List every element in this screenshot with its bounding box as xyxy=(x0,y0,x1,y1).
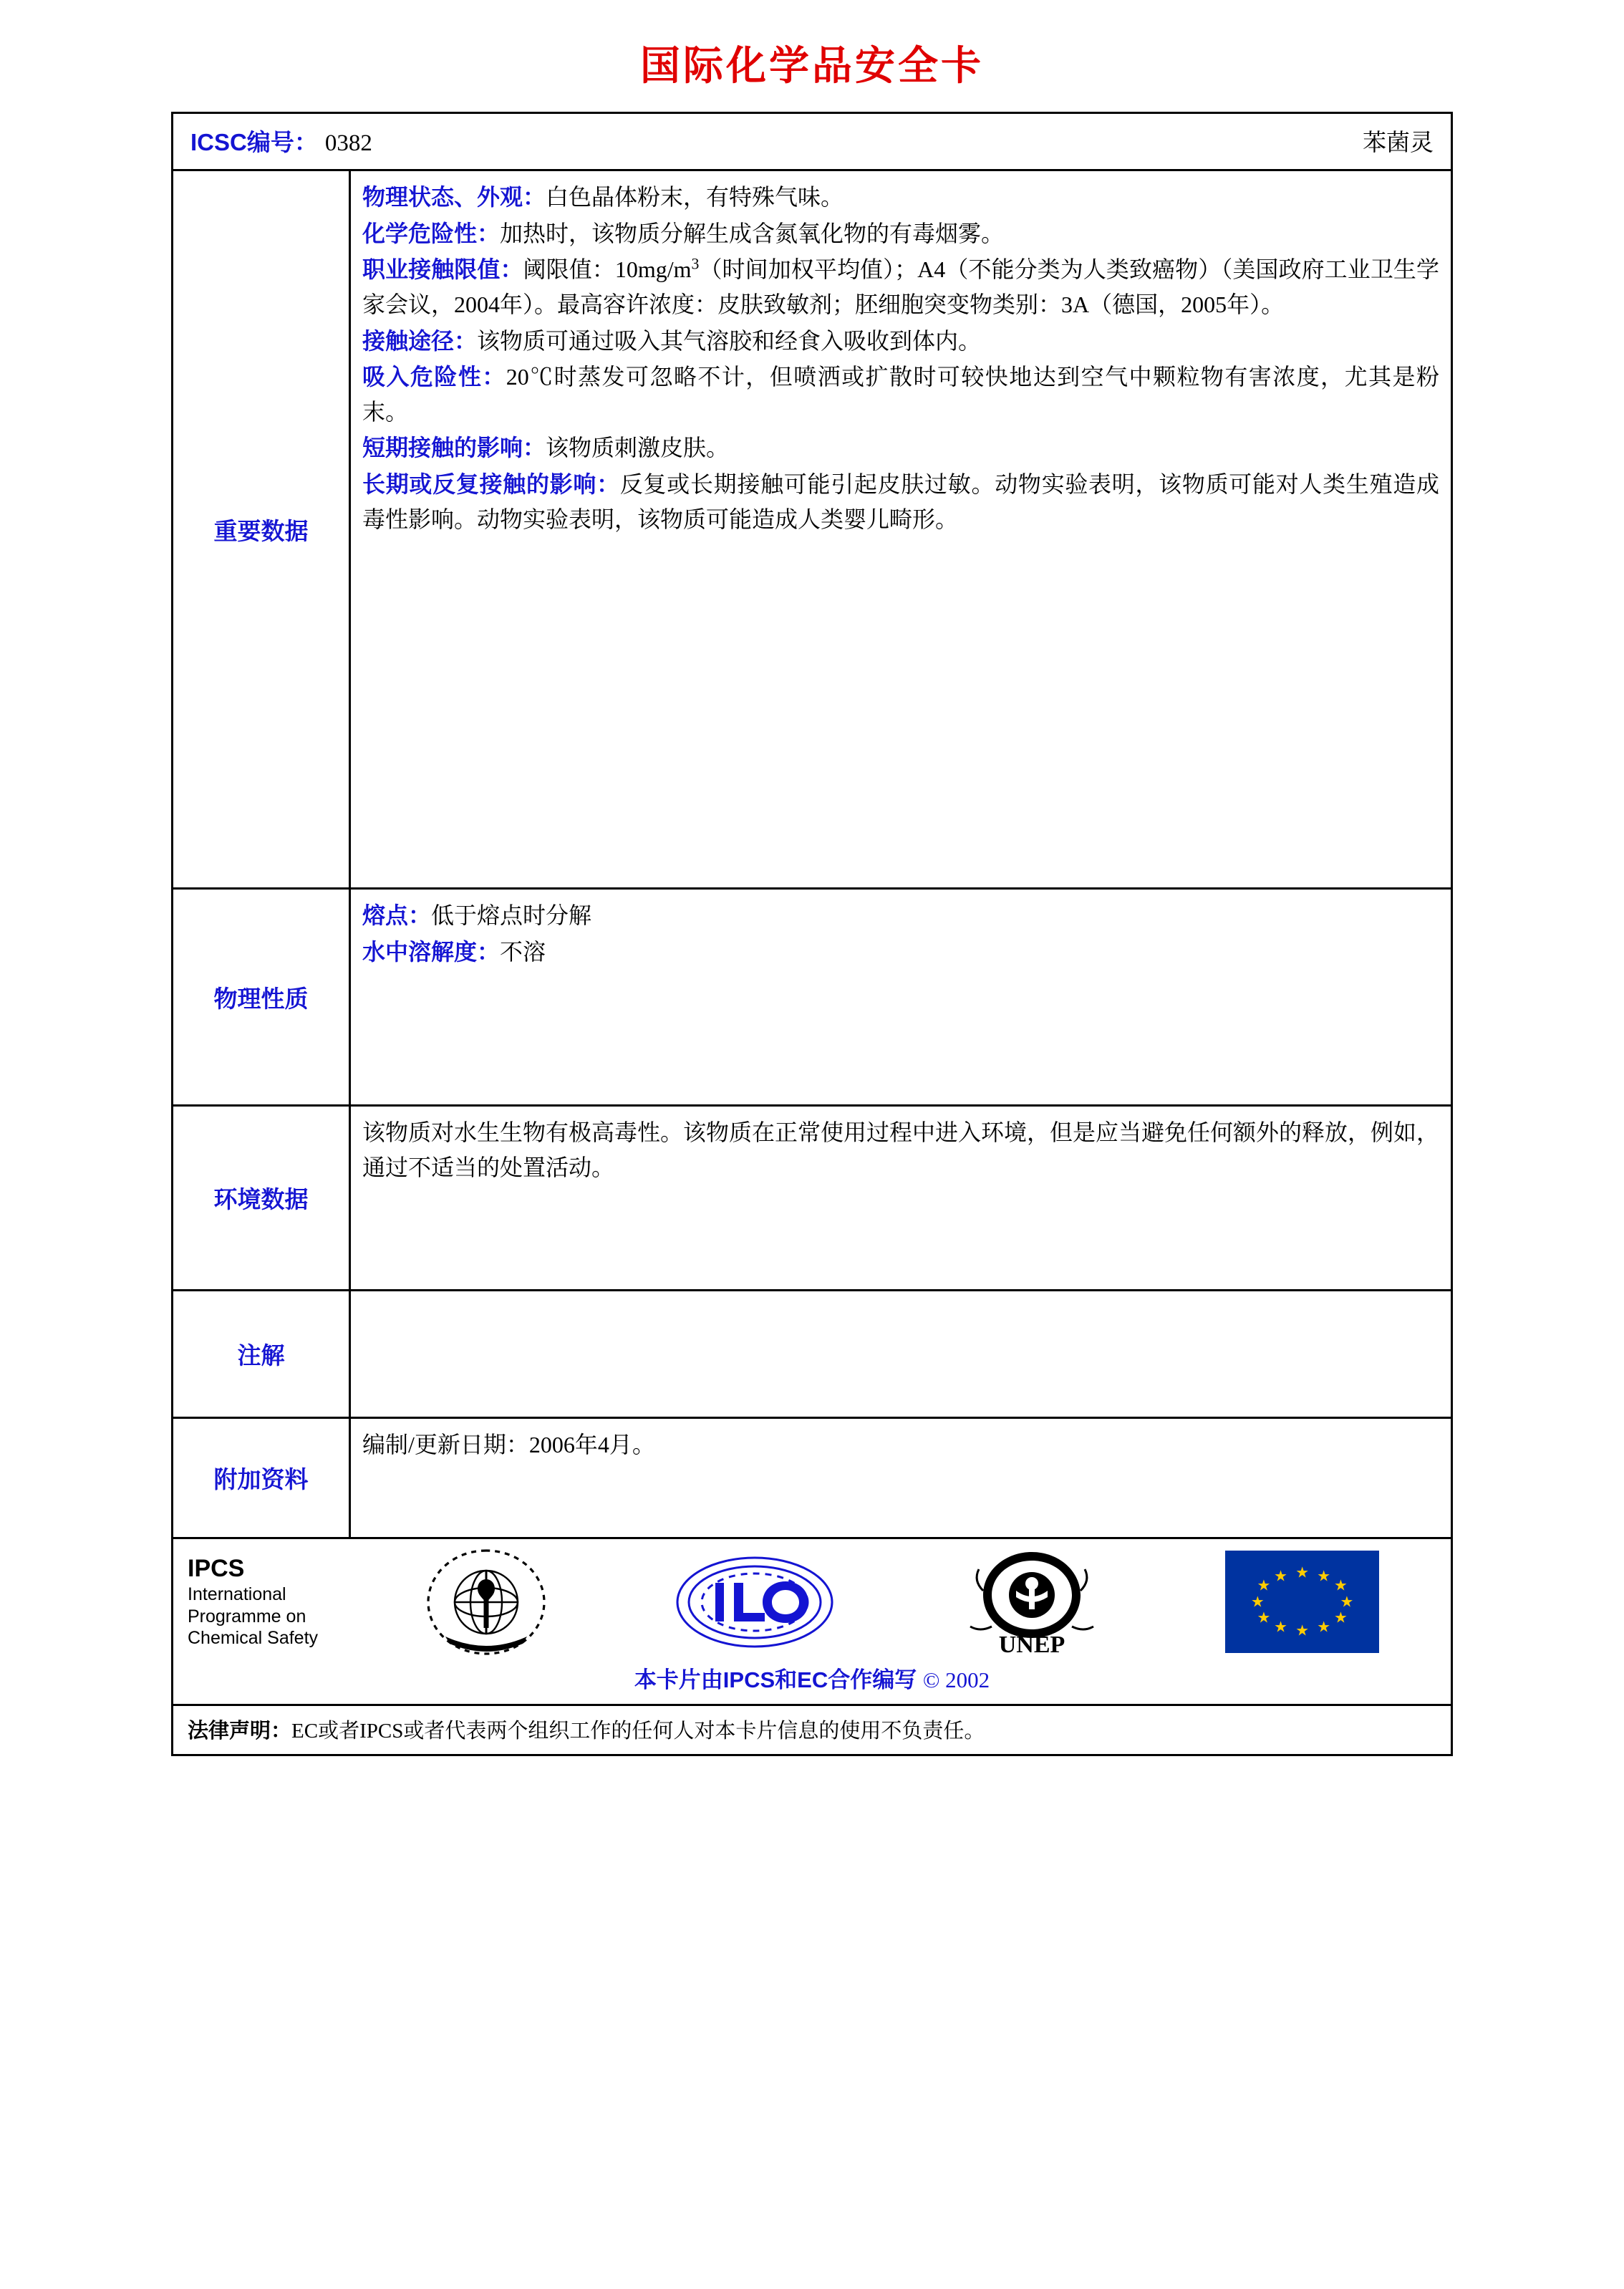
footer-logos-row xyxy=(173,1539,1451,1660)
page-title: 国际化学品安全卡 xyxy=(640,43,984,88)
document-page xyxy=(0,34,1624,1756)
important-item-0-label: 物理状态、外观： xyxy=(362,184,546,210)
ipcs-sub-line3: Chemical Safety xyxy=(188,1628,319,1649)
ipcs-sub-line2: Programme on xyxy=(188,1606,306,1627)
card-footer xyxy=(173,1539,1451,1706)
important-item-2-label: 职业接触限值： xyxy=(362,256,523,283)
icsc-number-value: 0382 xyxy=(324,130,372,156)
important-item-2 xyxy=(362,252,1439,322)
logo-group xyxy=(367,1546,1436,1657)
icsc-number-group xyxy=(190,124,372,158)
section-label-notes: 注解 xyxy=(173,1291,351,1417)
important-item-2-text: 阈限值：$10mg/m^3$（时间加权平均值）；A4（不能分类为人类致癌物）（美国政府工业卫生学家会议，2004年）。最高容许浓度：皮肤致敏剂；胚细胞突变物类别：3A（德国，2005年）。 xyxy=(362,255,1439,317)
important-item-4-text: 20℃时蒸发可忽略不计，但喷洒或扩散时可较快地达到空气中颗粒物有害浓度，尤其是粉末。 xyxy=(362,364,1439,425)
section-body-important-data xyxy=(351,171,1451,887)
eu-flag xyxy=(1225,1551,1379,1653)
important-item-6-text: 反复或长期接触可能引起皮肤过敏。动物实验表明，该物质可能对人类生殖造成毒性影响。动物实验表明，该物质可能造成人类婴儿畸形。 xyxy=(362,471,1439,532)
section-physical-properties xyxy=(173,890,1451,1107)
ipcs-sub-line1: International xyxy=(188,1584,286,1605)
section-important-data xyxy=(173,171,1451,890)
important-item-5-text: 该物质刺激皮肤。 xyxy=(546,435,730,461)
important-item-6-label: 长期或反复接触的影响： xyxy=(362,471,620,497)
important-item-0-text: 白色晶体粉末，有特殊气味。 xyxy=(546,184,844,210)
section-additional-info xyxy=(173,1419,1451,1539)
unep-text: UNEP xyxy=(999,1632,1065,1657)
footer-copyright: © 2002 xyxy=(922,1667,990,1692)
section-environmental-data xyxy=(173,1107,1451,1291)
ipcs-block xyxy=(188,1554,367,1649)
section-body-notes xyxy=(351,1291,1451,1417)
physical-item-1-text: 不溶 xyxy=(500,938,546,965)
important-item-4-label: 吸入危险性： xyxy=(362,364,506,390)
important-item-0 xyxy=(362,180,1439,215)
footer-credit xyxy=(173,1660,1451,1704)
who-logo xyxy=(424,1546,549,1657)
section-label-physical-properties: 物理性质 xyxy=(173,890,351,1104)
important-item-3-text: 该物质可通过吸入其气溶胶和经食入吸收到体内。 xyxy=(477,327,982,354)
important-item-1 xyxy=(362,216,1439,251)
substance-name: 苯菌灵 xyxy=(1363,130,1434,156)
physical-item-1-label: 水中溶解度： xyxy=(362,938,501,965)
physical-item-1 xyxy=(362,935,1439,970)
icsc-card xyxy=(171,112,1453,1756)
legal-label: 法律声明： xyxy=(188,1720,292,1743)
important-item-6 xyxy=(362,467,1439,536)
section-label-environmental-data: 环境数据 xyxy=(173,1107,351,1289)
important-item-3-label: 接触途径： xyxy=(362,327,478,354)
ilo-logo xyxy=(671,1548,839,1656)
icsc-number-label: ICSC编号： xyxy=(190,129,318,155)
important-item-4 xyxy=(362,360,1439,429)
important-item-5-label: 短期接触的影响： xyxy=(362,435,546,461)
physical-item-0 xyxy=(362,898,1439,933)
unep-logo xyxy=(960,1546,1103,1657)
section-label-additional-info: 附加资料 xyxy=(173,1419,351,1537)
section-notes xyxy=(173,1291,1451,1419)
important-item-1-text: 加热时，该物质分解生成含氮氧化物的有毒烟雾。 xyxy=(500,220,1005,246)
ipcs-title: IPCS xyxy=(188,1555,245,1583)
legal-disclaimer xyxy=(173,1706,1451,1754)
eu-flag-field: ★ ★ ★ ★ ★ ★ ★ ★ ★ ★ ★ ★ xyxy=(1225,1551,1379,1653)
section-body-additional-info: 编制/更新日期：2006年4月。 xyxy=(362,1432,655,1457)
section-body-physical-properties xyxy=(351,890,1451,1104)
legal-text: EC或者IPCS或者代表两个组织工作的任何人对本卡片信息的使用不负责任。 xyxy=(291,1720,985,1743)
section-body-environmental-data: 该物质对水生生物有极高毒性。该物质在正常使用过程中进入环境，但是应当避免任何额外的释放，例如，通过不适当的处置活动。 xyxy=(362,1119,1440,1180)
footer-credit-text: 本卡片由IPCS和EC合作编写 xyxy=(634,1667,917,1692)
section-label-important-data: 重要数据 xyxy=(173,171,351,887)
important-item-5 xyxy=(362,430,1439,466)
physical-item-0-label: 熔点： xyxy=(362,902,432,928)
card-header xyxy=(173,114,1451,171)
important-item-3 xyxy=(362,324,1439,359)
important-item-1-label: 化学危险性： xyxy=(362,220,501,246)
physical-item-0-text: 低于熔点时分解 xyxy=(431,902,592,928)
